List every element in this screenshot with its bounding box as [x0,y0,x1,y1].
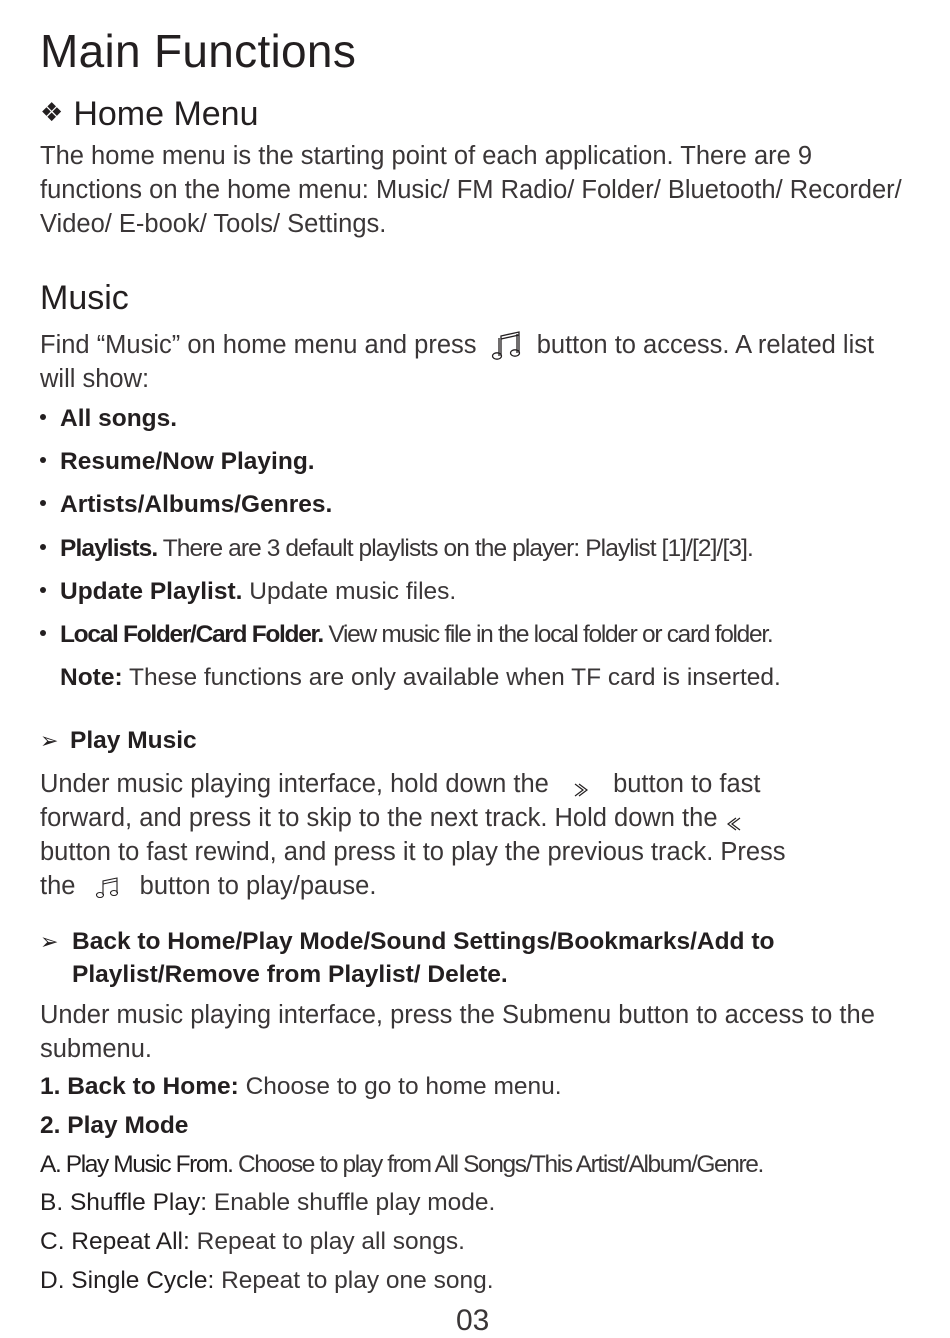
arrow-bullet-icon: ➢ [40,728,59,753]
bullet-icon [40,587,46,593]
play-music-line: the button to play/pause. [40,872,377,900]
previous-icon [725,809,745,829]
play-music-line: Under music playing interface, hold down the button to fast [40,770,761,798]
list-item: Local Folder/Card Folder. View music file in the local folder or card folder. [40,621,772,649]
list-item: 1. Back to Home: Choose to go to home menu. [40,1073,562,1100]
mode-item: B. Shuffle Play: Enable shuffle play mode. [40,1189,496,1216]
page-number: 03 [456,1304,490,1337]
home-menu-heading: ❖ Home Menu [40,95,259,133]
next-icon [566,775,596,795]
mode-item: D. Single Cycle: Repeat to play one song. [40,1267,494,1294]
list-item: All songs. [40,405,177,433]
list-item: Artists/Albums/Genres. [40,491,332,519]
bullet-icon [40,500,46,506]
play-music-line: button to fast rewind, and press it to play the previous track. Press [40,838,786,866]
home-menu-text: The home menu is the starting point of each application. There are 9 functions on the home menu: Music/ FM Radio/ Folder/ Bluetooth/ Recorder/ Video/ E-book/ Tools/ Settings. [40,142,902,238]
diamond-bullet-icon: ❖ [40,97,64,127]
page-title: Main Functions [40,25,357,77]
mode-item: A. Play Music From. Choose to play from All Songs/This Artist/Album/Genre. [40,1151,763,1178]
submenu-heading: Playlist/Remove from Playlist/ Delete. [72,961,508,988]
list-item: 2. Play Mode [40,1112,189,1139]
list-item: Playlists. There are 3 default playlists on the player: Playlist [1]/[2]/[3]. [40,535,753,563]
music-heading: Music [40,279,129,317]
bullet-icon [40,457,46,463]
bullet-icon [40,630,46,636]
submenu-heading: ➢ Back to Home/Play Mode/Sound Settings/Bookmarks/Add to [40,928,775,955]
list-item: Resume/Now Playing. [40,448,315,476]
bullet-icon [40,414,46,420]
music-note-icon [490,330,524,362]
list-item: Update Playlist. Update music files. [40,578,456,606]
note: Note: These functions are only available when TF card is inserted. [60,664,781,691]
play-music-line: forward, and press it to skip to the next track. Hold down the [40,801,745,835]
submenu-intro: Under music playing interface, press the Submenu button to access to the submenu. [40,1001,875,1063]
play-music-heading: ➢ Play Music [40,727,197,754]
mode-item: C. Repeat All: Repeat to play all songs. [40,1228,465,1255]
bullet-icon [40,544,46,550]
music-intro: Find “Music” on home menu and press button to access. A related list will show: [40,331,875,394]
music-note-icon [93,875,123,899]
arrow-bullet-icon: ➢ [40,929,59,954]
